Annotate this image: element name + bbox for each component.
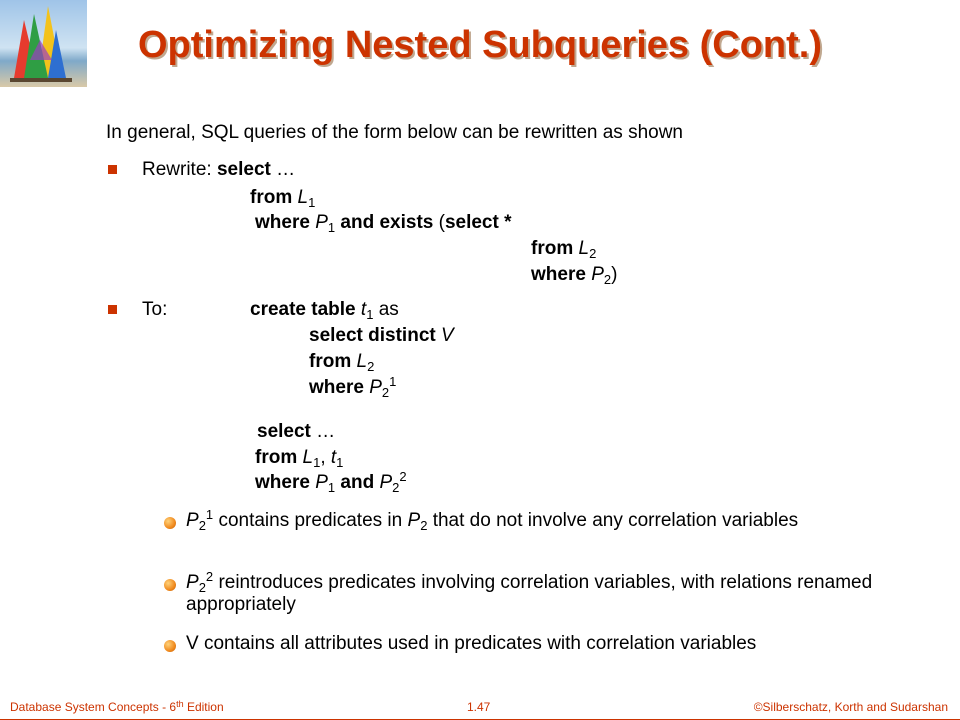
subscript: 2 — [420, 518, 428, 533]
predicate-P: P — [186, 572, 199, 593]
subscript: 2 — [198, 518, 206, 533]
rewrite-line-where — [255, 212, 512, 234]
keyword-where: where — [309, 377, 364, 398]
bullet-text: reintroduces predicates involving correlation variables, with relations renamed appropriately — [186, 572, 873, 615]
predicate-P: P — [379, 472, 393, 493]
subscript: 2 — [603, 272, 612, 287]
keyword-as: as — [378, 299, 399, 320]
predicate-P: P — [407, 510, 421, 531]
keyword-create-table: create table — [250, 299, 356, 320]
footer-text: Database System Concepts - 6 — [10, 700, 177, 714]
attribute-V: V — [441, 325, 454, 346]
keyword-from: from — [531, 238, 574, 259]
superscript: 1 — [205, 507, 214, 522]
subscript: 2 — [589, 246, 597, 261]
table-t: t — [360, 299, 367, 320]
bullet-item-3 — [186, 633, 876, 655]
to-line-select — [309, 325, 454, 347]
page-title: Optimizing Nested Subqueries (Cont.) — [137, 24, 823, 66]
predicate-P: P — [315, 472, 328, 493]
relation-L: L — [578, 238, 590, 259]
footer-copyright: ©Silberschatz, Korth and Sudarshan — [753, 700, 948, 714]
ellipsis: … — [316, 421, 336, 442]
keyword-select-distinct: select distinct — [309, 325, 436, 346]
rewrite-line-from — [250, 187, 315, 209]
rewrite-line-select — [142, 159, 295, 181]
predicate-P: P — [369, 377, 382, 398]
subscript: 1 — [336, 455, 344, 470]
predicate-P: P — [186, 510, 199, 531]
rewrite-line-inner-from — [531, 238, 596, 260]
bullet-item-1 — [186, 507, 876, 533]
final-line-select — [257, 421, 335, 443]
ellipsis: … — [276, 159, 296, 180]
keyword-select-star: select * — [444, 212, 512, 233]
final-line-from — [255, 447, 343, 469]
footer-superscript: th — [176, 699, 184, 709]
table-t: t — [330, 447, 337, 468]
subscript: 1 — [327, 480, 336, 495]
intro-text: In general, SQL queries of the form below can be rewritten as shown — [106, 122, 683, 143]
keyword-and: and — [340, 472, 375, 493]
rewrite-line-inner-where — [531, 264, 617, 286]
round-bullet-icon — [164, 640, 176, 652]
to-line-create — [250, 299, 399, 321]
subscript: 2 — [392, 480, 400, 495]
keyword-where: where — [531, 264, 586, 285]
keyword-from: from — [250, 187, 293, 208]
final-line-where — [255, 469, 407, 495]
footer-page-number: 1.47 — [467, 700, 491, 714]
subscript: 2 — [367, 359, 375, 374]
bullet-item-2 — [186, 569, 876, 616]
to-line-from — [309, 351, 374, 373]
bullet-text: contains predicates in — [218, 510, 403, 531]
square-bullet-icon — [108, 165, 117, 174]
subscript: 1 — [366, 307, 374, 322]
keyword-where: where — [255, 472, 310, 493]
footer-book-title — [10, 700, 224, 716]
subscript: 1 — [313, 455, 321, 470]
to-line-where — [309, 374, 397, 400]
keyword-where: where — [255, 212, 310, 233]
superscript: 2 — [399, 469, 407, 484]
keyword-select: select — [216, 159, 271, 180]
superscript: 1 — [389, 374, 397, 389]
subscript: 1 — [308, 195, 316, 210]
round-bullet-icon — [164, 579, 176, 591]
rewrite-label: Rewrite: — [142, 159, 212, 180]
bullet-text: V contains all attributes used in predicates with correlation variables — [186, 633, 757, 654]
square-bullet-icon — [108, 305, 117, 314]
relation-L: L — [302, 447, 314, 468]
bullet-text: that do not involve any correlation variables — [432, 510, 799, 531]
subscript: 1 — [327, 220, 336, 235]
to-label: To: — [142, 299, 168, 320]
keyword-from: from — [309, 351, 352, 372]
subscript: 2 — [381, 385, 390, 400]
predicate-P: P — [591, 264, 604, 285]
keyword-from: from — [255, 447, 298, 468]
relation-L: L — [356, 351, 368, 372]
round-bullet-icon — [164, 517, 176, 529]
predicate-P: P — [315, 212, 328, 233]
subscript: 2 — [198, 580, 206, 595]
superscript: 2 — [205, 569, 214, 584]
footer-text: Edition — [186, 700, 224, 714]
comma: , — [320, 447, 326, 468]
keyword-and-exists: and exists — [340, 212, 434, 233]
close-paren: ) — [611, 264, 618, 285]
open-paren: ( — [438, 212, 445, 233]
relation-L: L — [297, 187, 309, 208]
keyword-select: select — [257, 421, 311, 442]
